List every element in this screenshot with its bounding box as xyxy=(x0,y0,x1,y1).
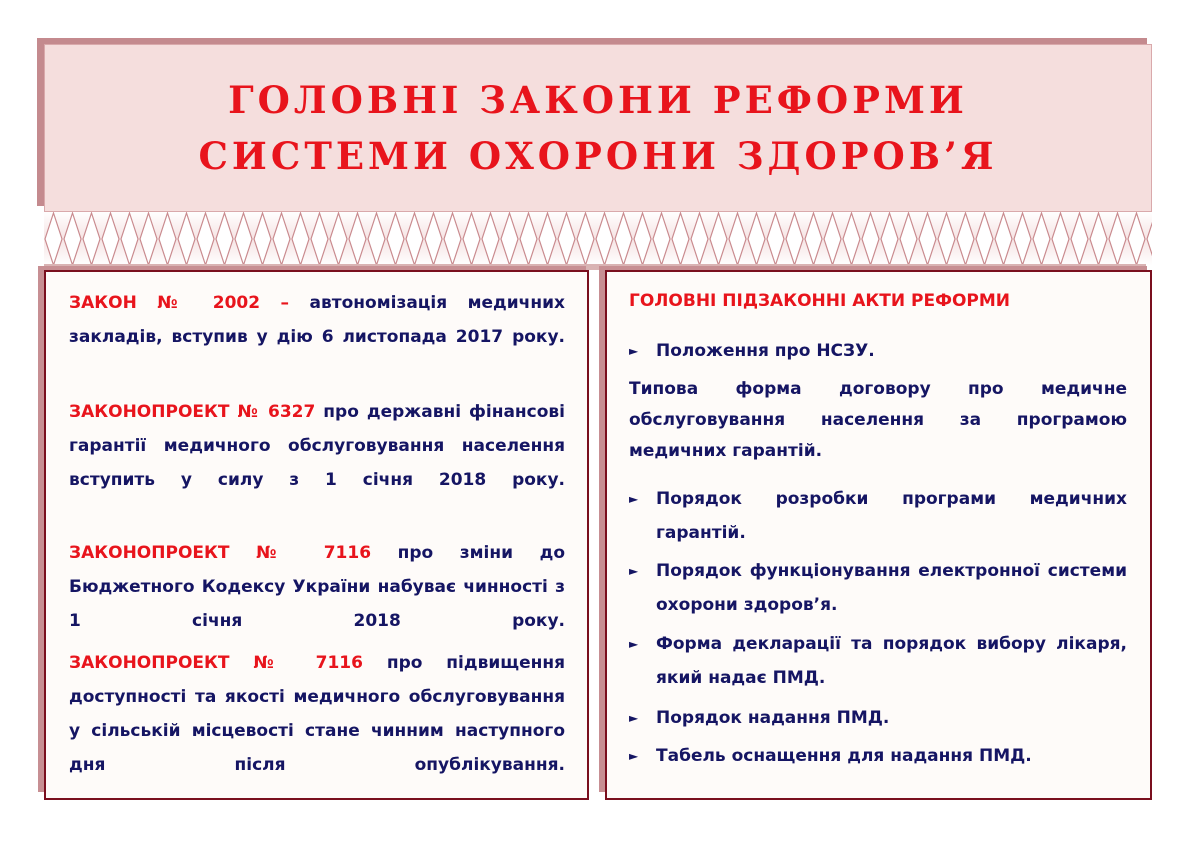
bullet-arrow-icon: ► xyxy=(629,492,639,506)
act-plain-text: Типова форма договору про медичне обслуговування населення за програмою медичних гарантій. xyxy=(629,379,1127,461)
bullet-arrow-icon: ► xyxy=(629,344,639,358)
bill-text: про зміни до Бюджетного Кодексу України набуває чинності з 1 січня 2018 року. xyxy=(69,543,566,631)
bill-text: про державні фінансові гарантії медичного обслуговування населення вступить у силу з 1 січня 2018 року. xyxy=(69,402,566,490)
laws-panel xyxy=(44,270,589,800)
act-item: ► Табель оснащення для надання ПМД. xyxy=(629,739,1127,773)
act-item: ► Порядок надання ПМД. xyxy=(629,701,1127,735)
bullet-arrow-icon: ► xyxy=(629,637,639,651)
title-line-2: СИСТЕМИ ОХОРОНИ ЗДОРОВ’Я xyxy=(198,134,998,178)
title-line-1: ГОЛОВНІ ЗАКОНИ РЕФОРМИ xyxy=(228,78,968,122)
bill-ref: ЗАКОНОПРОЕКТ № 6327 xyxy=(69,402,316,422)
act-item: ► Форма декларації та порядок вибору лікаря, який надає ПМД. xyxy=(629,627,1127,695)
act-item: ► Положення про НСЗУ. xyxy=(629,334,1127,368)
acts-panel xyxy=(605,270,1152,800)
bullet-arrow-icon: ► xyxy=(629,749,639,763)
bill-ref: ЗАКОНОПРОЕКТ № 7116 xyxy=(69,653,363,673)
title-banner xyxy=(44,44,1152,212)
bill-6327 xyxy=(69,395,565,497)
bullet-arrow-icon: ► xyxy=(629,711,639,725)
acts-heading: ГОЛОВНІ ПІДЗАКОННІ АКТИ РЕФОРМИ xyxy=(629,291,1011,311)
diamond-pattern-strip xyxy=(44,212,1152,266)
bill-ref: ЗАКОНОПРОЕКТ № 7116 xyxy=(69,543,372,563)
bill-7116-budget xyxy=(69,536,565,638)
law-ref: ЗАКОН № 2002 – xyxy=(69,293,290,313)
bill-text: про підвищення доступності та якості медичного обслуговування у сільській місцевості стане чинним наступного дня після опублікування. xyxy=(69,653,566,775)
bill-7116-rural xyxy=(69,646,565,782)
bullet-arrow-icon: ► xyxy=(629,564,639,578)
law-2002 xyxy=(69,286,565,354)
act-item: ► Порядок функціонування електронної системи охорони здоров’я. xyxy=(629,554,1127,622)
law-text: автономізація медичних закладів, вступив у дію 6 листопада 2017 року. xyxy=(69,293,565,347)
act-item: ► Порядок розробки програми медичних гарантій. xyxy=(629,482,1127,550)
